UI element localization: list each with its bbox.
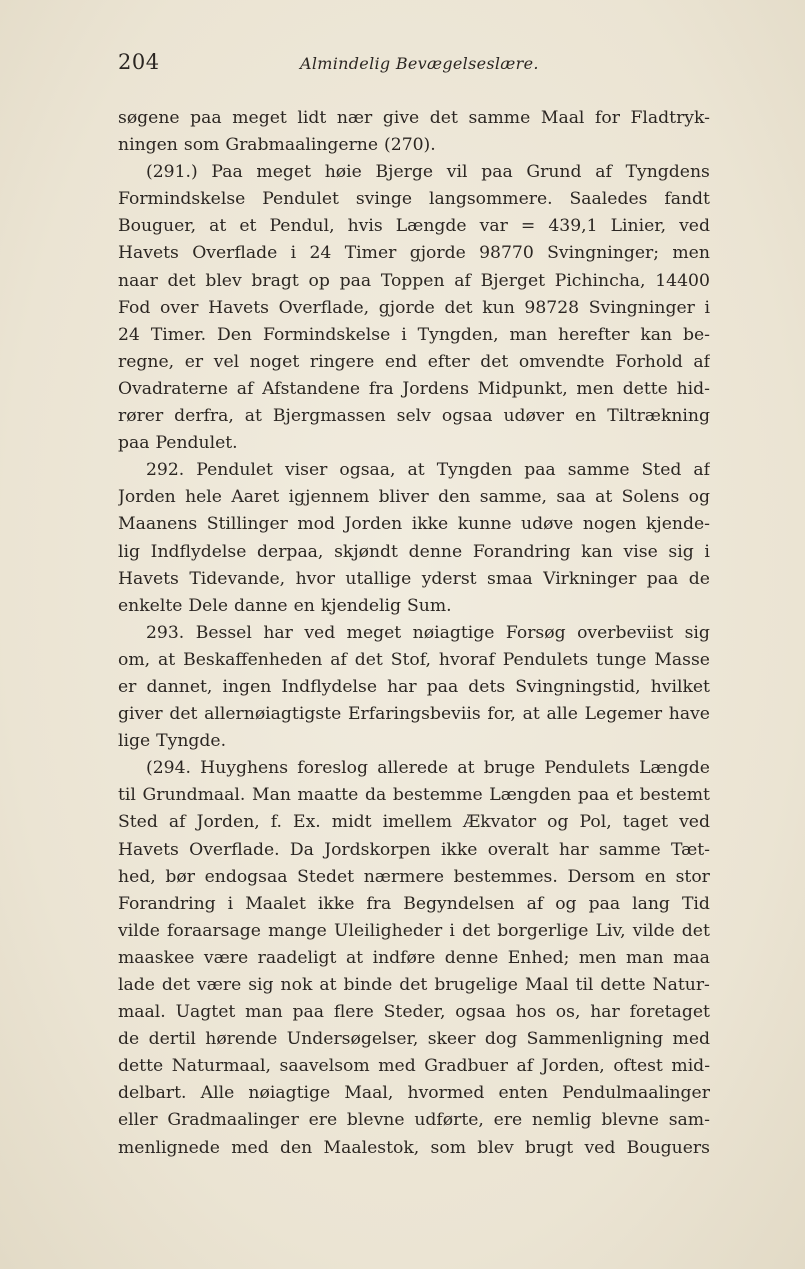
text-line: delbart. Alle nøiagtige Maal, hvormed enten Pendulmaalinger	[118, 1083, 710, 1104]
text-line: lige Tyngde.	[118, 731, 227, 752]
text-line: om, at Beskaffenheden af det Stof, hvoraf Pendulets tunge Masse	[118, 649, 710, 670]
text-line: Havets Tidevande, hvor utallige yderst smaa Virkninger paa de	[118, 568, 710, 589]
text-line: er dannet, ingen Indflydelse har paa dets Svingningstid, hvilket	[118, 676, 710, 697]
text-line: Formindskelse Pendulet svinge langsommere. Saaledes fandt	[118, 189, 710, 210]
text-line: (294. Huyghens foreslog allerede at bruge Pendulets Længde	[146, 758, 710, 779]
text-line: Fod over Havets Overflade, gjorde det kun 98728 Svingninger i	[118, 297, 710, 318]
text-line: enkelte Dele danne en kjendelig Sum.	[118, 595, 452, 616]
text-line: 24 Timer. Den Formindskelse i Tyngden, man herefter kan be-	[118, 324, 710, 345]
text-line: Maanens Stillinger mod Jorden ikke kunne udøve nogen kjende-	[118, 514, 710, 535]
text-line: 293. Bessel har ved meget nøiagtige Forsøg overbeviist sig	[146, 622, 710, 643]
text-line: Havets Overflade. Da Jordskorpen ikke overalt har samme Tæt-	[118, 839, 710, 860]
text-line: Ovadraterne af Afstandene fra Jordens Midpunkt, men dette hid-	[118, 378, 710, 399]
text-line: til Grundmaal. Man maatte da bestemme Længden paa et bestemt	[118, 785, 710, 806]
page-number: 204	[118, 50, 160, 74]
text-line: 292. Pendulet viser ogsaa, at Tyngden paa samme Sted af	[146, 460, 710, 481]
text-line: lig Indflydelse derpaa, skjøndt denne Forandring kan vise sig i	[118, 541, 710, 562]
text-line: Havets Overflade i 24 Timer gjorde 98770 Svingninger; men	[118, 243, 710, 264]
text-line: ningen som Grabmaalingerne (270).	[118, 135, 436, 156]
text-line: rører derfra, at Bjergmassen selv ogsaa udøver en Tiltrækning	[118, 406, 710, 427]
text-line: Forandring i Maalet ikke fra Begyndelsen af og paa lang Tid	[118, 893, 710, 914]
text-line: Sted af Jorden, f. Ex. midt imellem Ækvator og Pol, taget ved	[118, 812, 710, 833]
text-line: søgene paa meget lidt nær give det samme Maal for Fladtryk-	[118, 108, 710, 128]
text-line: regne, er vel noget ringere end efter det omvendte Forhold af	[118, 351, 710, 372]
text-line: maaskee være raadeligt at indføre denne Enhed; men man maa	[118, 947, 710, 968]
text-line: hed, bør endogsaa Stedet nærmere bestemmes. Dersom en stor	[118, 866, 710, 887]
text-line: dette Naturmaal, saavelsom med Gradbuer af Jorden, oftest mid-	[118, 1056, 710, 1077]
text-line: Bouguer, at et Pendul, hvis Længde var = 439,1 Linier, ved	[118, 216, 710, 237]
text-line: lade det være sig nok at binde det brugelige Maal til dette Natur-	[118, 975, 710, 995]
text-line: paa Pendulet.	[118, 433, 238, 454]
text-line: Jorden hele Aaret igjennem bliver den samme, saa at Solens og	[118, 487, 710, 508]
text-line: menlignede med den Maalestok, som blev brugt ved Bouguers	[118, 1137, 710, 1158]
text-line: eller Gradmaalinger ere blevne udførte, ere nemlig blevne sam-	[118, 1110, 710, 1131]
text-line: naar det blev bragt op paa Toppen af Bjerget Pichincha, 14400	[118, 270, 710, 291]
body-text	[118, 105, 710, 1162]
text-line: (291.) Paa meget høie Bjerge vil paa Grund af Tyngdens	[146, 162, 710, 183]
text-line: giver det allernøiagtigste Erfaringsbeviis for, at alle Legemer have	[118, 704, 710, 725]
running-title: Almindelig Bevægelseslære.	[300, 54, 539, 73]
text-line: maal. Uagtet man paa flere Steder, ogsaa hos os, har foretaget	[118, 1002, 710, 1023]
text-line: de dertil hørende Undersøgelser, skeer dog Sammenligning med	[118, 1029, 710, 1050]
text-line: vilde foraarsage mange Uleiligheder i det borgerlige Liv, vilde det	[118, 920, 710, 941]
page-header	[118, 50, 708, 80]
